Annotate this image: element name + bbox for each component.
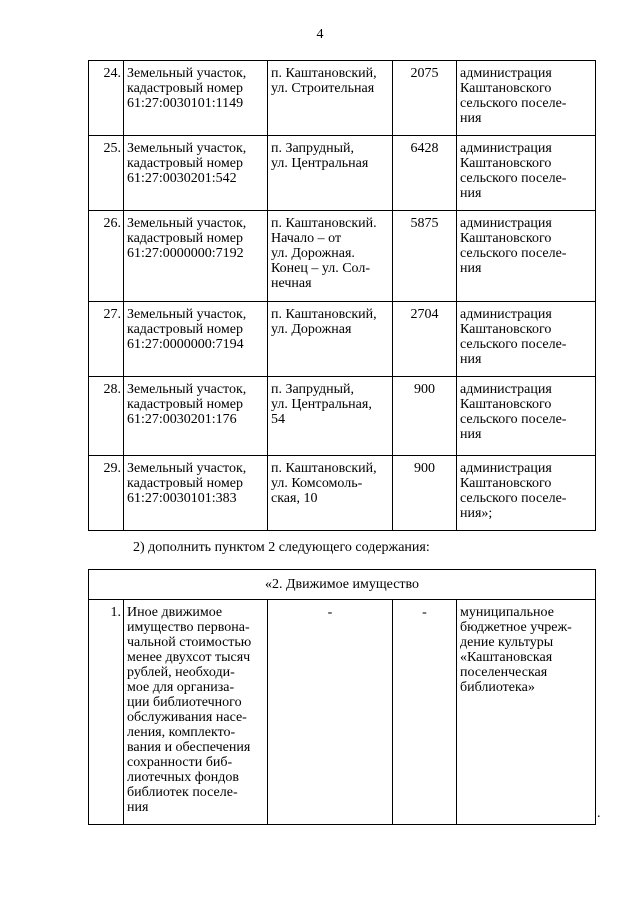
object-area: 900 — [393, 456, 457, 531]
object-holder: администрация Каштановского сельского поселе- ния — [457, 211, 596, 302]
table-row — [89, 136, 596, 211]
object-name: Земельный участок, кадастровый номер 61:27:0000000:7194 — [124, 302, 268, 377]
closing-period: . — [597, 806, 601, 821]
page-number: 4 — [316, 27, 324, 42]
object-address: п. Каштановский. Начало – от ул. Дорожная. Конец – ул. Сол- нечная — [268, 211, 393, 302]
row-number: 29. — [89, 456, 124, 531]
row-number: 27. — [89, 302, 124, 377]
table-row — [89, 211, 596, 302]
object-holder: муниципальное бюджетное учреж- дение культуры «Каштановская поселенческая библиотека» — [457, 600, 596, 825]
object-area: 2704 — [393, 302, 457, 377]
table-row — [89, 377, 596, 456]
object-address: п. Каштановский, ул. Дорожная — [268, 302, 393, 377]
object-name: Земельный участок, кадастровый номер 61:27:0030101:383 — [124, 456, 268, 531]
object-area: 2075 — [393, 61, 457, 136]
table-row — [89, 600, 596, 825]
object-holder: администрация Каштановского сельского поселе- ния — [457, 377, 596, 456]
object-area: 900 — [393, 377, 457, 456]
object-name: Земельный участок, кадастровый номер 61:27:0030201:542 — [124, 136, 268, 211]
row-number: 24. — [89, 61, 124, 136]
object-name: Земельный участок, кадастровый номер 61:27:0030101:1149 — [124, 61, 268, 136]
object-address: п. Каштановский, ул. Строительная — [268, 61, 393, 136]
object-holder: администрация Каштановского сельского поселе- ния»; — [457, 456, 596, 531]
object-name: Земельный участок, кадастровый номер 61:27:0030201:176 — [124, 377, 268, 456]
object-area: - — [393, 600, 457, 825]
object-name: Земельный участок, кадастровый номер 61:27:0000000:7192 — [124, 211, 268, 302]
object-address: п. Запрудный, ул. Центральная — [268, 136, 393, 211]
table-row — [89, 302, 596, 377]
section-heading: «2. Движимое имущество — [89, 570, 596, 600]
object-address: п. Каштановский, ул. Комсомоль- ская, 10 — [268, 456, 393, 531]
object-holder: администрация Каштановского сельского поселе- ния — [457, 61, 596, 136]
row-number: 26. — [89, 211, 124, 302]
object-area: 5875 — [393, 211, 457, 302]
object-holder: администрация Каштановского сельского поселе- ния — [457, 302, 596, 377]
amendment-text: 2) дополнить пунктом 2 следующего содержания: — [133, 540, 430, 555]
object-holder: администрация Каштановского сельского поселе- ния — [457, 136, 596, 211]
movable-property-table — [88, 569, 596, 825]
land-plots-table — [88, 60, 596, 531]
object-name: Иное движимое имущество первона- чальной стоимостью менее двухсот тысяч рублей, необходи- мое для организа- ции библиотечного обслуживания насе- ления, комплекто- вания и обеспечения сохранности биб- лиотечных фондов библиотек поселе- ния — [124, 600, 268, 825]
object-address: - — [268, 600, 393, 825]
row-number: 25. — [89, 136, 124, 211]
section-heading-row — [89, 570, 596, 600]
object-area: 6428 — [393, 136, 457, 211]
table-row — [89, 456, 596, 531]
row-number: 1. — [89, 600, 124, 825]
table-row — [89, 61, 596, 136]
row-number: 28. — [89, 377, 124, 456]
object-address: п. Запрудный, ул. Центральная, 54 — [268, 377, 393, 456]
